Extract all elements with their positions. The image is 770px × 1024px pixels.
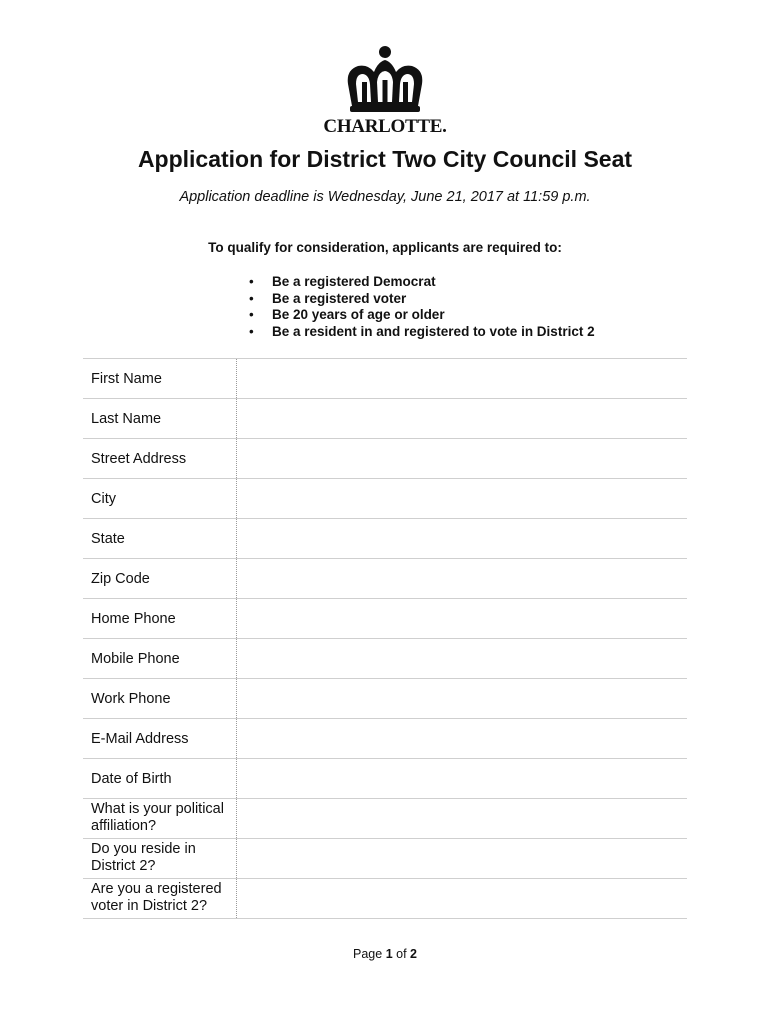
form-row-registered-voter-district-2 xyxy=(83,879,687,919)
logo-text: CHARLOTTE. xyxy=(323,116,447,137)
field-label: State xyxy=(83,519,237,558)
reside-district-2-field[interactable] xyxy=(237,839,687,878)
form-row-reside-district-2 xyxy=(83,839,687,879)
field-label: E-Mail Address xyxy=(83,719,237,758)
form-row-email-address xyxy=(83,719,687,759)
form-row-last-name xyxy=(83,399,687,439)
field-label: Last Name xyxy=(83,399,237,438)
requirement-item: • Be a registered Democrat xyxy=(249,274,436,289)
field-label: Do you reside in District 2? xyxy=(83,839,237,878)
last-name-field[interactable] xyxy=(237,399,687,438)
form-row-home-phone xyxy=(83,599,687,639)
crown-icon xyxy=(318,44,452,116)
form-row-date-of-birth xyxy=(83,759,687,799)
form-row-city xyxy=(83,479,687,519)
requirements-heading: To qualify for consideration, applicants are required to: xyxy=(208,240,562,255)
form-row-political-affiliation xyxy=(83,799,687,839)
form-row-first-name xyxy=(83,359,687,399)
field-label: First Name xyxy=(83,359,237,398)
street-address-field[interactable] xyxy=(237,439,687,478)
form-row-zip-code xyxy=(83,559,687,599)
requirement-item: • Be a resident in and registered to vote in District 2 xyxy=(249,323,595,339)
charlotte-logo xyxy=(318,44,452,140)
current-page: 1 xyxy=(385,947,393,961)
form-row-work-phone xyxy=(83,679,687,719)
form-row-state xyxy=(83,519,687,559)
field-label: Are you a registered voter in District 2? xyxy=(83,879,237,918)
first-name-field[interactable] xyxy=(237,359,687,398)
state-field[interactable] xyxy=(237,519,687,558)
field-label: Date of Birth xyxy=(83,759,237,798)
field-label: Street Address xyxy=(83,439,237,478)
field-label: Home Phone xyxy=(83,599,237,638)
field-label: What is your political affiliation? xyxy=(83,799,237,838)
bullet-icon: • xyxy=(249,307,254,322)
form-row-street-address xyxy=(83,439,687,479)
field-label: City xyxy=(83,479,237,518)
deadline-subtitle: Application deadline is Wednesday, June 21, 2017 at 11:59 p.m. xyxy=(179,189,591,205)
requirement-item: • Be 20 years of age or older xyxy=(249,307,445,322)
form-row-mobile-phone xyxy=(83,639,687,679)
home-phone-field[interactable] xyxy=(237,599,687,638)
page-title: Application for District Two City Council Seat xyxy=(137,146,633,172)
mobile-phone-field[interactable] xyxy=(237,639,687,678)
total-pages: 2 xyxy=(410,947,417,961)
requirement-item: • Be a registered voter xyxy=(249,290,407,306)
city-field[interactable] xyxy=(237,479,687,518)
political-affiliation-field[interactable] xyxy=(237,799,687,838)
work-phone-field[interactable] xyxy=(237,679,687,718)
registered-voter-district-2-field[interactable] xyxy=(237,879,687,918)
page-number: Page 1 of 2 xyxy=(353,947,417,961)
bullet-icon: • xyxy=(249,290,254,306)
field-label: Mobile Phone xyxy=(83,639,237,678)
application-form-table xyxy=(83,358,687,919)
zip-code-field[interactable] xyxy=(237,559,687,598)
requirements-list xyxy=(249,274,595,340)
bullet-icon: • xyxy=(249,274,254,289)
email-address-field[interactable] xyxy=(237,719,687,758)
field-label: Work Phone xyxy=(83,679,237,718)
field-label: Zip Code xyxy=(83,559,237,598)
date-of-birth-field[interactable] xyxy=(237,759,687,798)
bullet-icon: • xyxy=(249,323,254,339)
